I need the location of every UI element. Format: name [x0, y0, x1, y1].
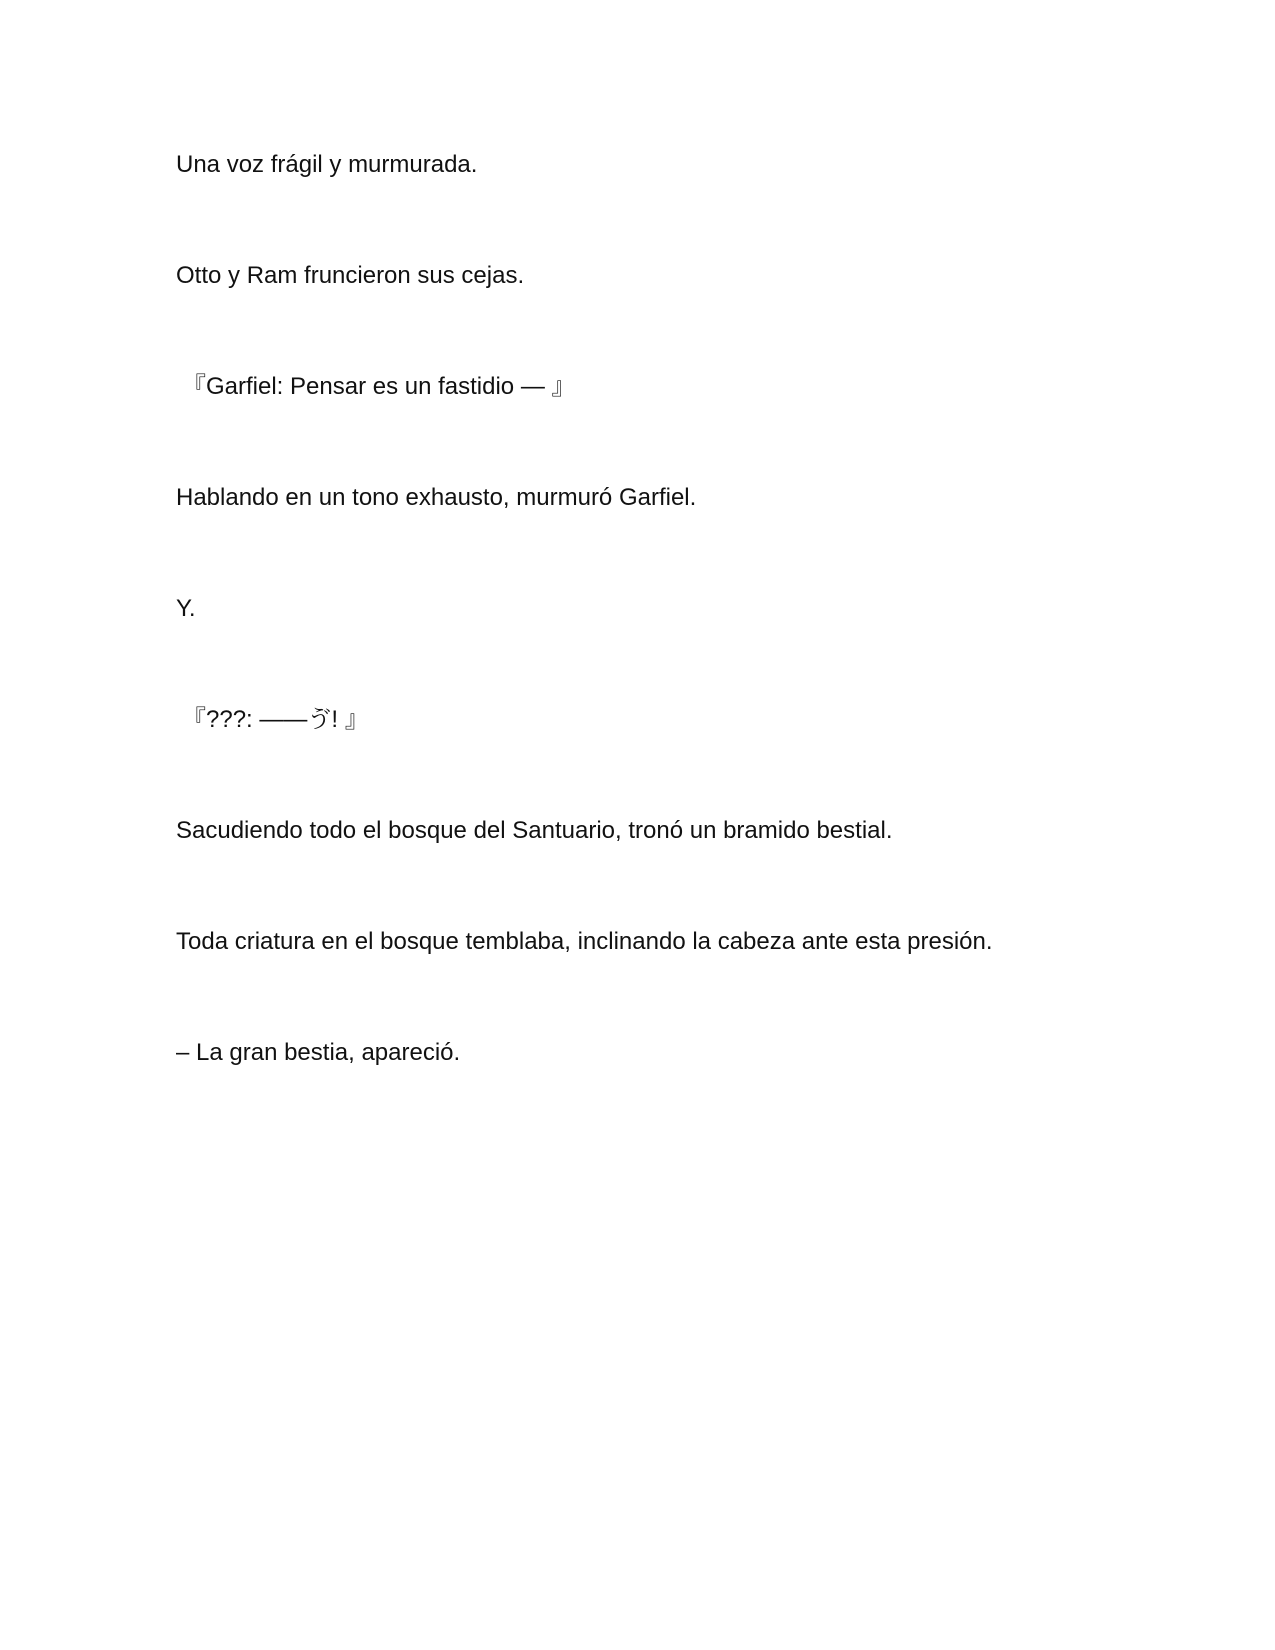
dialogue-garfiel: 『Garfiel: Pensar es un fastidio — 』 [182, 373, 576, 400]
dialogue-unknown: 『???: ——ゔ! 』 [182, 706, 369, 733]
paragraph-great-beast: – La gran bestia, apareció. [176, 1039, 461, 1066]
paragraph-fragile-voice: Una voz frágil y murmurada. [176, 151, 478, 178]
paragraph-otto-ram: Otto y Ram fruncieron sus cejas. [176, 262, 525, 289]
paragraph-forest-roar: Sacudiendo todo el bosque del Santuario, tronó un bramido bestial. [176, 817, 893, 844]
paragraph-y: Y. [176, 595, 196, 622]
paragraph-creatures-tremble: Toda criatura en el bosque temblaba, inclinando la cabeza ante esta presión. [176, 928, 993, 955]
paragraph-garfiel-murmur: Hablando en un tono exhausto, murmuró Garfiel. [176, 484, 697, 511]
